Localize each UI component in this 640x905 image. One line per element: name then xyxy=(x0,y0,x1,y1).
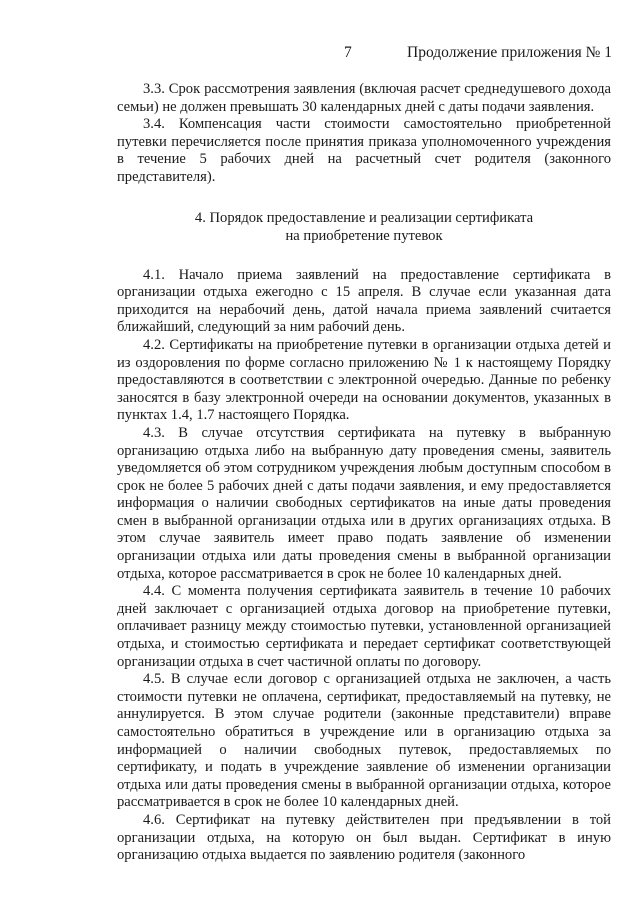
paragraph-4-6: 4.6. Сертификат на путевку действителен при предъявлении в той организации отдыха, на которую он был выдан. Сертификат в иную организацию отдыха выдается по заявлению родителя (законного xyxy=(117,811,611,864)
paragraph-4-5: 4.5. В случае если договор с организацией отдыха не заключен, а часть стоимости путевки не оплачена, сертификат, предоставляемый на путевку, не аннулируется. В этом случае родители (законные представители) вправе самостоятельно обратиться в учреждение или в организацию отдыха за информацией о наличии свободных путевок, предоставляемых по сертификату, и подать в учреждение заявление об изменении организации отдыха или даты проведения смены в выбранной организации отдыха, которое рассматривается в срок не более 10 календарных дней. xyxy=(117,671,611,811)
document-body xyxy=(117,81,611,865)
paragraph-4-1: 4.1. Начало приема заявлений на предоставление сертификата в организации отдыха ежегодно с 15 апреля. В случае если указанная дата приходится на нерабочий день, датой начала приема заявлений считается ближайший, следующий за ним рабочий день. xyxy=(117,266,611,336)
page-header xyxy=(0,44,640,66)
section-title-line-1: 4. Порядок предоставление и реализации сертификата xyxy=(194,209,534,226)
page-number: 7 xyxy=(344,44,352,61)
section-title-line-2: на приобретение путевок xyxy=(285,227,443,244)
paragraph-4-2: 4.2. Сертификаты на приобретение путевки в организации отдыха детей и из оздоровления по форме согласно приложению № 1 к настоящему Порядку предоставляются в соответствии с электронной очередью. Данные по ребенку заносятся в базу электронной очереди на основании документов, указанных в пунктах 1.4, 1.7 настоящего Порядка. xyxy=(117,336,611,424)
paragraph-4-3: 4.3. В случае отсутствия сертификата на путевку в выбранную организацию отдыха либо на выбранную дату проведения смены, заявитель уведомляется об этом сотрудником учреждения любым доступным способом в срок не более 5 рабочих дней с даты подачи заявления, и ему предоставляется информация о наличии свободных сертификатов на иные даты проведения смен в выбранной организации отдыха или в других организациях отдыха. В этом случае заявитель имеет право подать заявление об изменении организации отдыха или даты проведения смены в выбранной организации отдыха, которое рассматривается в срок не более 10 календарных дней. xyxy=(117,424,611,582)
paragraph-3-3: 3.3. Срок рассмотрения заявления (включая расчет среднедушевого дохода семьи) не должен превышать 30 календарных дней с даты подачи заявления. xyxy=(117,81,611,115)
section-title xyxy=(117,209,611,245)
paragraph-3-4: 3.4. Компенсация части стоимости самостоятельно приобретенной путевки перечисляется после принятия приказа уполномоченного учреждения в течение 5 рабочих дней на расчетный счет родителя (законного представителя). xyxy=(117,116,611,185)
continuation-note: Продолжение приложения № 1 xyxy=(407,44,612,61)
paragraph-4-4: 4.4. С момента получения сертификата заявитель в течение 10 рабочих дней заключает с организацией отдыха договор на приобретение путевки, оплачивает разницу между стоимостью путевки, установленной организацией отдыха, и стоимостью сертификата и передает сертификат соответствующей организации отдыха в счет частичной оплаты по договору. xyxy=(117,583,611,670)
